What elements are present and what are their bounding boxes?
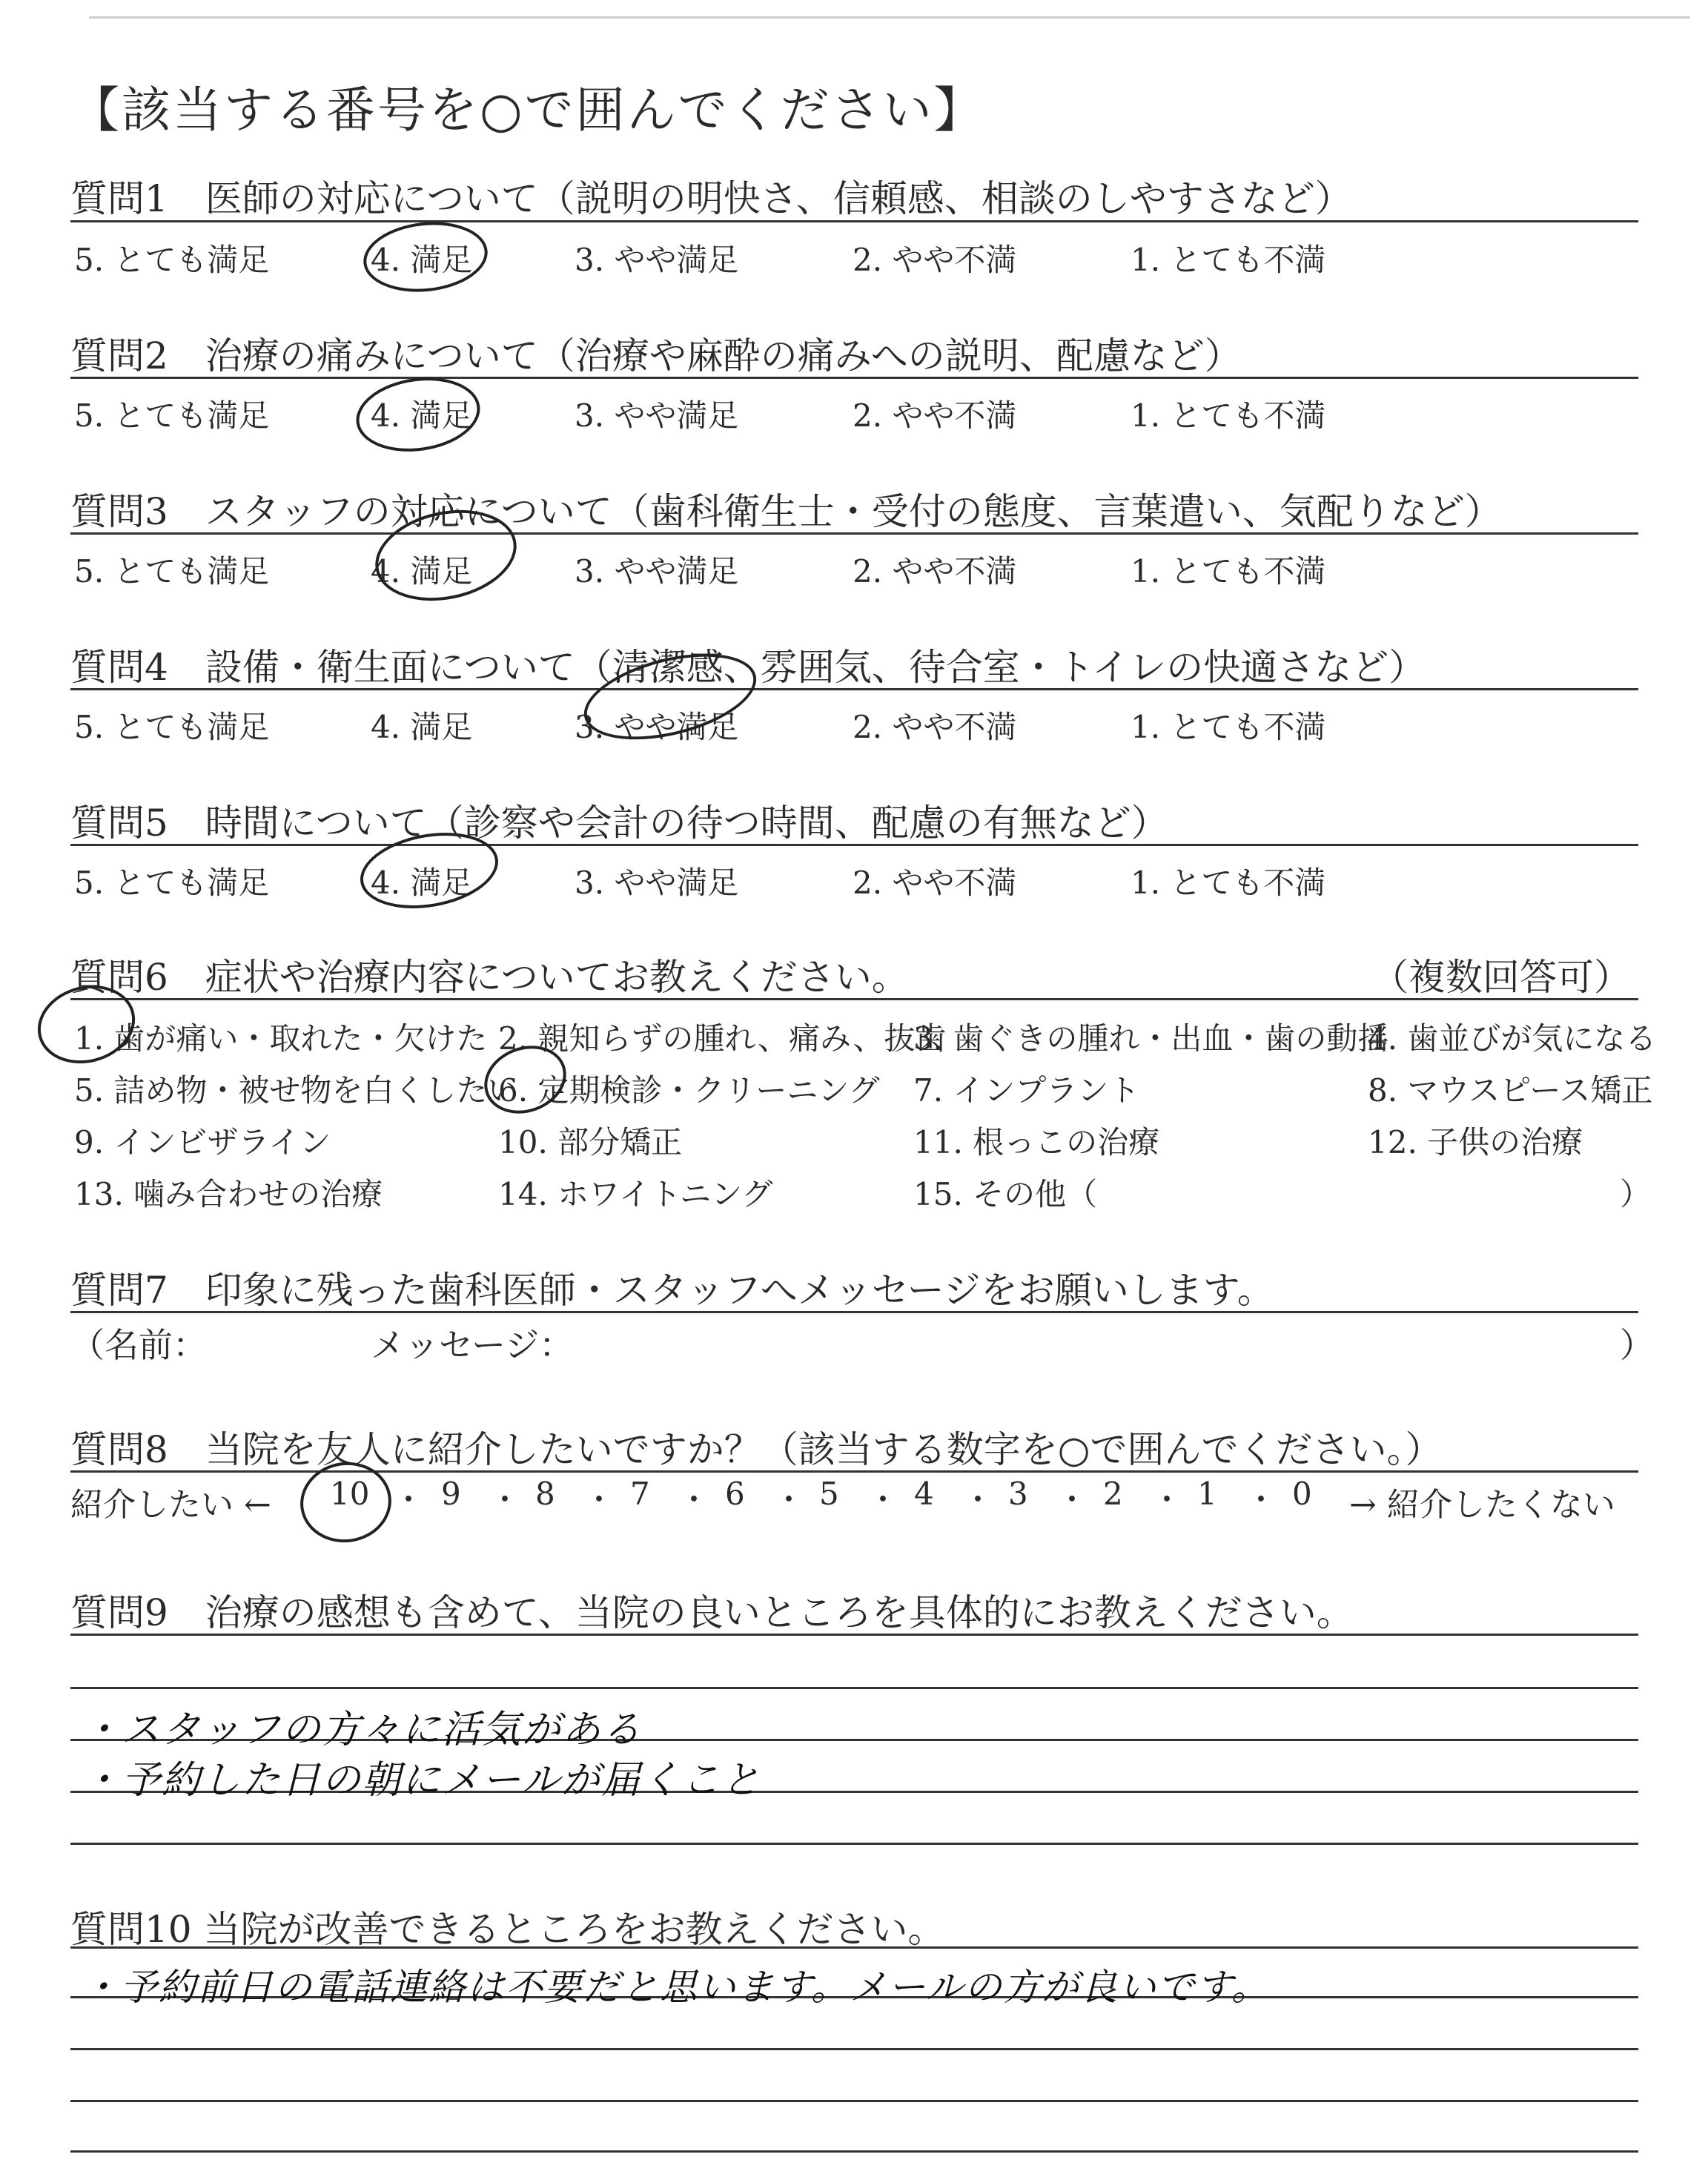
- top-border: [89, 16, 1690, 19]
- q8-number-5[interactable]: 5: [819, 1476, 839, 1512]
- q1-option-4[interactable]: 4. 満足: [371, 242, 473, 278]
- q5-option-3[interactable]: 3. やや満足: [575, 865, 739, 901]
- q6-option-6[interactable]: 6. 定期検診・クリーニング: [498, 1072, 880, 1109]
- q7-message-label: メッセージ：: [371, 1325, 574, 1365]
- q1-option-3[interactable]: 3. やや満足: [575, 242, 739, 278]
- q8-separator: ・: [1245, 1482, 1277, 1518]
- q4-option-5[interactable]: 5. とても満足: [74, 709, 270, 745]
- q6-option-5[interactable]: 5. 詰め物・被せ物を白くしたい: [74, 1072, 519, 1109]
- q2-answer-circle: [351, 370, 485, 459]
- q8-separator: ・: [962, 1482, 994, 1518]
- question-4: 質問4 設備・衛生面について（清潔感、雰囲気、待合室・トイレの快適さなど）: [70, 646, 1426, 689]
- question-3-rule: [70, 532, 1638, 535]
- q5-option-2[interactable]: 2. やや不満: [853, 865, 1017, 901]
- q4-option-2[interactable]: 2. やや不満: [853, 709, 1017, 745]
- q8-separator: ・: [867, 1482, 899, 1518]
- q10-line-3: [70, 2048, 1638, 2050]
- question-6-note: （複数回答可）: [1371, 956, 1631, 999]
- q6-option-14[interactable]: 14. ホワイトニング: [498, 1176, 773, 1212]
- question-5-rule: [70, 844, 1638, 846]
- question-8-rule: [70, 1470, 1638, 1473]
- q6-option-12[interactable]: 12. 子供の治療: [1368, 1124, 1583, 1160]
- q8-right-label: → 紹介したくない: [1349, 1486, 1615, 1524]
- q8-number-0[interactable]: 0: [1292, 1476, 1312, 1512]
- question-2: 質問2 治療の痛みについて（治療や麻酔の痛みへの説明、配慮など）: [70, 334, 1242, 377]
- q7-close-paren: ）: [1620, 1325, 1654, 1365]
- question-7: 質問7 印象に残った歯科医師・スタッフへメッセージをお願いします。: [70, 1269, 1274, 1312]
- q3-option-2[interactable]: 2. やや不満: [853, 553, 1017, 589]
- q8-separator: ・: [583, 1482, 615, 1518]
- q8-number-10[interactable]: 10: [330, 1476, 370, 1512]
- q9-answer-line-1: ・スタッフの方々に活気がある: [82, 1708, 643, 1752]
- q2-option-4[interactable]: 4. 満足: [371, 397, 473, 434]
- q3-option-4[interactable]: 4. 満足: [371, 553, 473, 589]
- q6-option-9[interactable]: 9. インビザライン: [74, 1124, 331, 1160]
- q3-option-3[interactable]: 3. やや満足: [575, 553, 739, 589]
- q4-option-1[interactable]: 1. とても不満: [1131, 709, 1326, 745]
- q1-option-2[interactable]: 2. やや不満: [853, 242, 1017, 278]
- q3-option-5[interactable]: 5. とても満足: [74, 553, 270, 589]
- question-6-rule: [70, 998, 1638, 1000]
- q8-number-9[interactable]: 9: [441, 1476, 461, 1512]
- question-7-rule: [70, 1311, 1638, 1313]
- page-title: 【該当する番号を○で囲んでください】: [70, 82, 985, 139]
- q8-number-8[interactable]: 8: [535, 1476, 555, 1512]
- q6-option-4[interactable]: 4. 歯並びが気になる: [1368, 1020, 1657, 1057]
- q8-separator: ・: [489, 1482, 521, 1518]
- q6-other-close-paren: ）: [1620, 1176, 1652, 1212]
- q10-line-4: [70, 2100, 1638, 2102]
- q8-separator: ・: [678, 1482, 710, 1518]
- q5-option-4[interactable]: 4. 満足: [371, 865, 473, 901]
- q10-answer-line-1: ・予約前日の電話連絡は不要だと思います。メールの方が良いです。: [82, 1966, 1270, 2009]
- q8-number-1[interactable]: 1: [1197, 1476, 1217, 1512]
- q5-option-5[interactable]: 5. とても満足: [74, 865, 270, 901]
- question-2-rule: [70, 377, 1638, 379]
- question-1-rule: [70, 220, 1638, 222]
- q7-name-label: （名前：: [70, 1325, 207, 1365]
- q2-option-5[interactable]: 5. とても満足: [74, 397, 270, 434]
- q9-line-5: [70, 1843, 1638, 1845]
- q2-option-2[interactable]: 2. やや不満: [853, 397, 1017, 434]
- q8-separator: ・: [1056, 1482, 1088, 1518]
- q8-separator: ・: [393, 1482, 425, 1518]
- q8-number-6[interactable]: 6: [725, 1476, 745, 1512]
- q6-option-10[interactable]: 10. 部分矯正: [498, 1124, 683, 1160]
- q3-option-1[interactable]: 1. とても不満: [1131, 553, 1326, 589]
- q8-number-7[interactable]: 7: [630, 1476, 650, 1512]
- q6-option-13[interactable]: 13. 噛み合わせの治療: [74, 1176, 383, 1212]
- q8-left-label: 紹介したい ←: [70, 1486, 271, 1524]
- q6-option-11[interactable]: 11. 根っこの治療: [913, 1124, 1160, 1160]
- q10-line-5: [70, 2150, 1638, 2153]
- q4-option-3[interactable]: 3. やや満足: [575, 709, 739, 745]
- q6-option-15[interactable]: 15. その他（: [913, 1176, 1098, 1212]
- question-1: 質問1 医師の対応について（説明の明快さ、信頼感、相談のしやすさなど）: [70, 177, 1352, 220]
- q6-option-8[interactable]: 8. マウスピース矯正: [1368, 1072, 1653, 1109]
- question-3: 質問3 スタッフの対応について（歯科衛生士・受付の態度、言葉遣い、気配りなど）: [70, 490, 1502, 533]
- q4-option-4[interactable]: 4. 満足: [371, 709, 473, 745]
- q8-separator: ・: [773, 1482, 805, 1518]
- q8-number-2[interactable]: 2: [1103, 1476, 1123, 1512]
- q10-line-1: [70, 1946, 1638, 1949]
- q1-option-5[interactable]: 5. とても満足: [74, 242, 270, 278]
- q6-option-3[interactable]: 3. 歯ぐきの腫れ・出血・歯の動揺: [913, 1020, 1389, 1057]
- question-10: 質問10 当院が改善できるところをお教えください。: [70, 1908, 945, 1951]
- q8-number-3[interactable]: 3: [1008, 1476, 1028, 1512]
- question-6: 質問6 症状や治療内容についてお教えください。: [70, 956, 909, 999]
- q1-answer-circle: [360, 216, 491, 297]
- q6-option-1[interactable]: 1. 歯が痛い・取れた・欠けた: [74, 1020, 488, 1057]
- q6-option-2[interactable]: 2. 親知らずの腫れ、痛み、抜歯: [498, 1020, 947, 1057]
- question-8: 質問8 当院を友人に紹介したいですか？（該当する数字を○で囲んでください。）: [70, 1428, 1443, 1471]
- question-5: 質問5 時間について（診察や会計の待つ時間、配慮の有無など）: [70, 802, 1168, 845]
- q8-separator: ・: [1151, 1482, 1183, 1518]
- q9-answer-line-2: ・予約した日の朝にメールが届くこと: [82, 1758, 761, 1803]
- q2-option-3[interactable]: 3. やや満足: [575, 397, 739, 434]
- q1-option-1[interactable]: 1. とても不満: [1131, 242, 1326, 278]
- q8-number-4[interactable]: 4: [914, 1476, 934, 1512]
- question-4-rule: [70, 688, 1638, 690]
- q5-option-1[interactable]: 1. とても不満: [1131, 865, 1326, 901]
- q2-option-1[interactable]: 1. とても不満: [1131, 397, 1326, 434]
- q9-line-2: [70, 1687, 1638, 1689]
- question-9: 質問9 治療の感想も含めて、当院の良いところを具体的にお教えください。: [70, 1591, 1354, 1634]
- q6-option-7[interactable]: 7. インプラント: [913, 1072, 1140, 1109]
- q9-line-1: [70, 1634, 1638, 1636]
